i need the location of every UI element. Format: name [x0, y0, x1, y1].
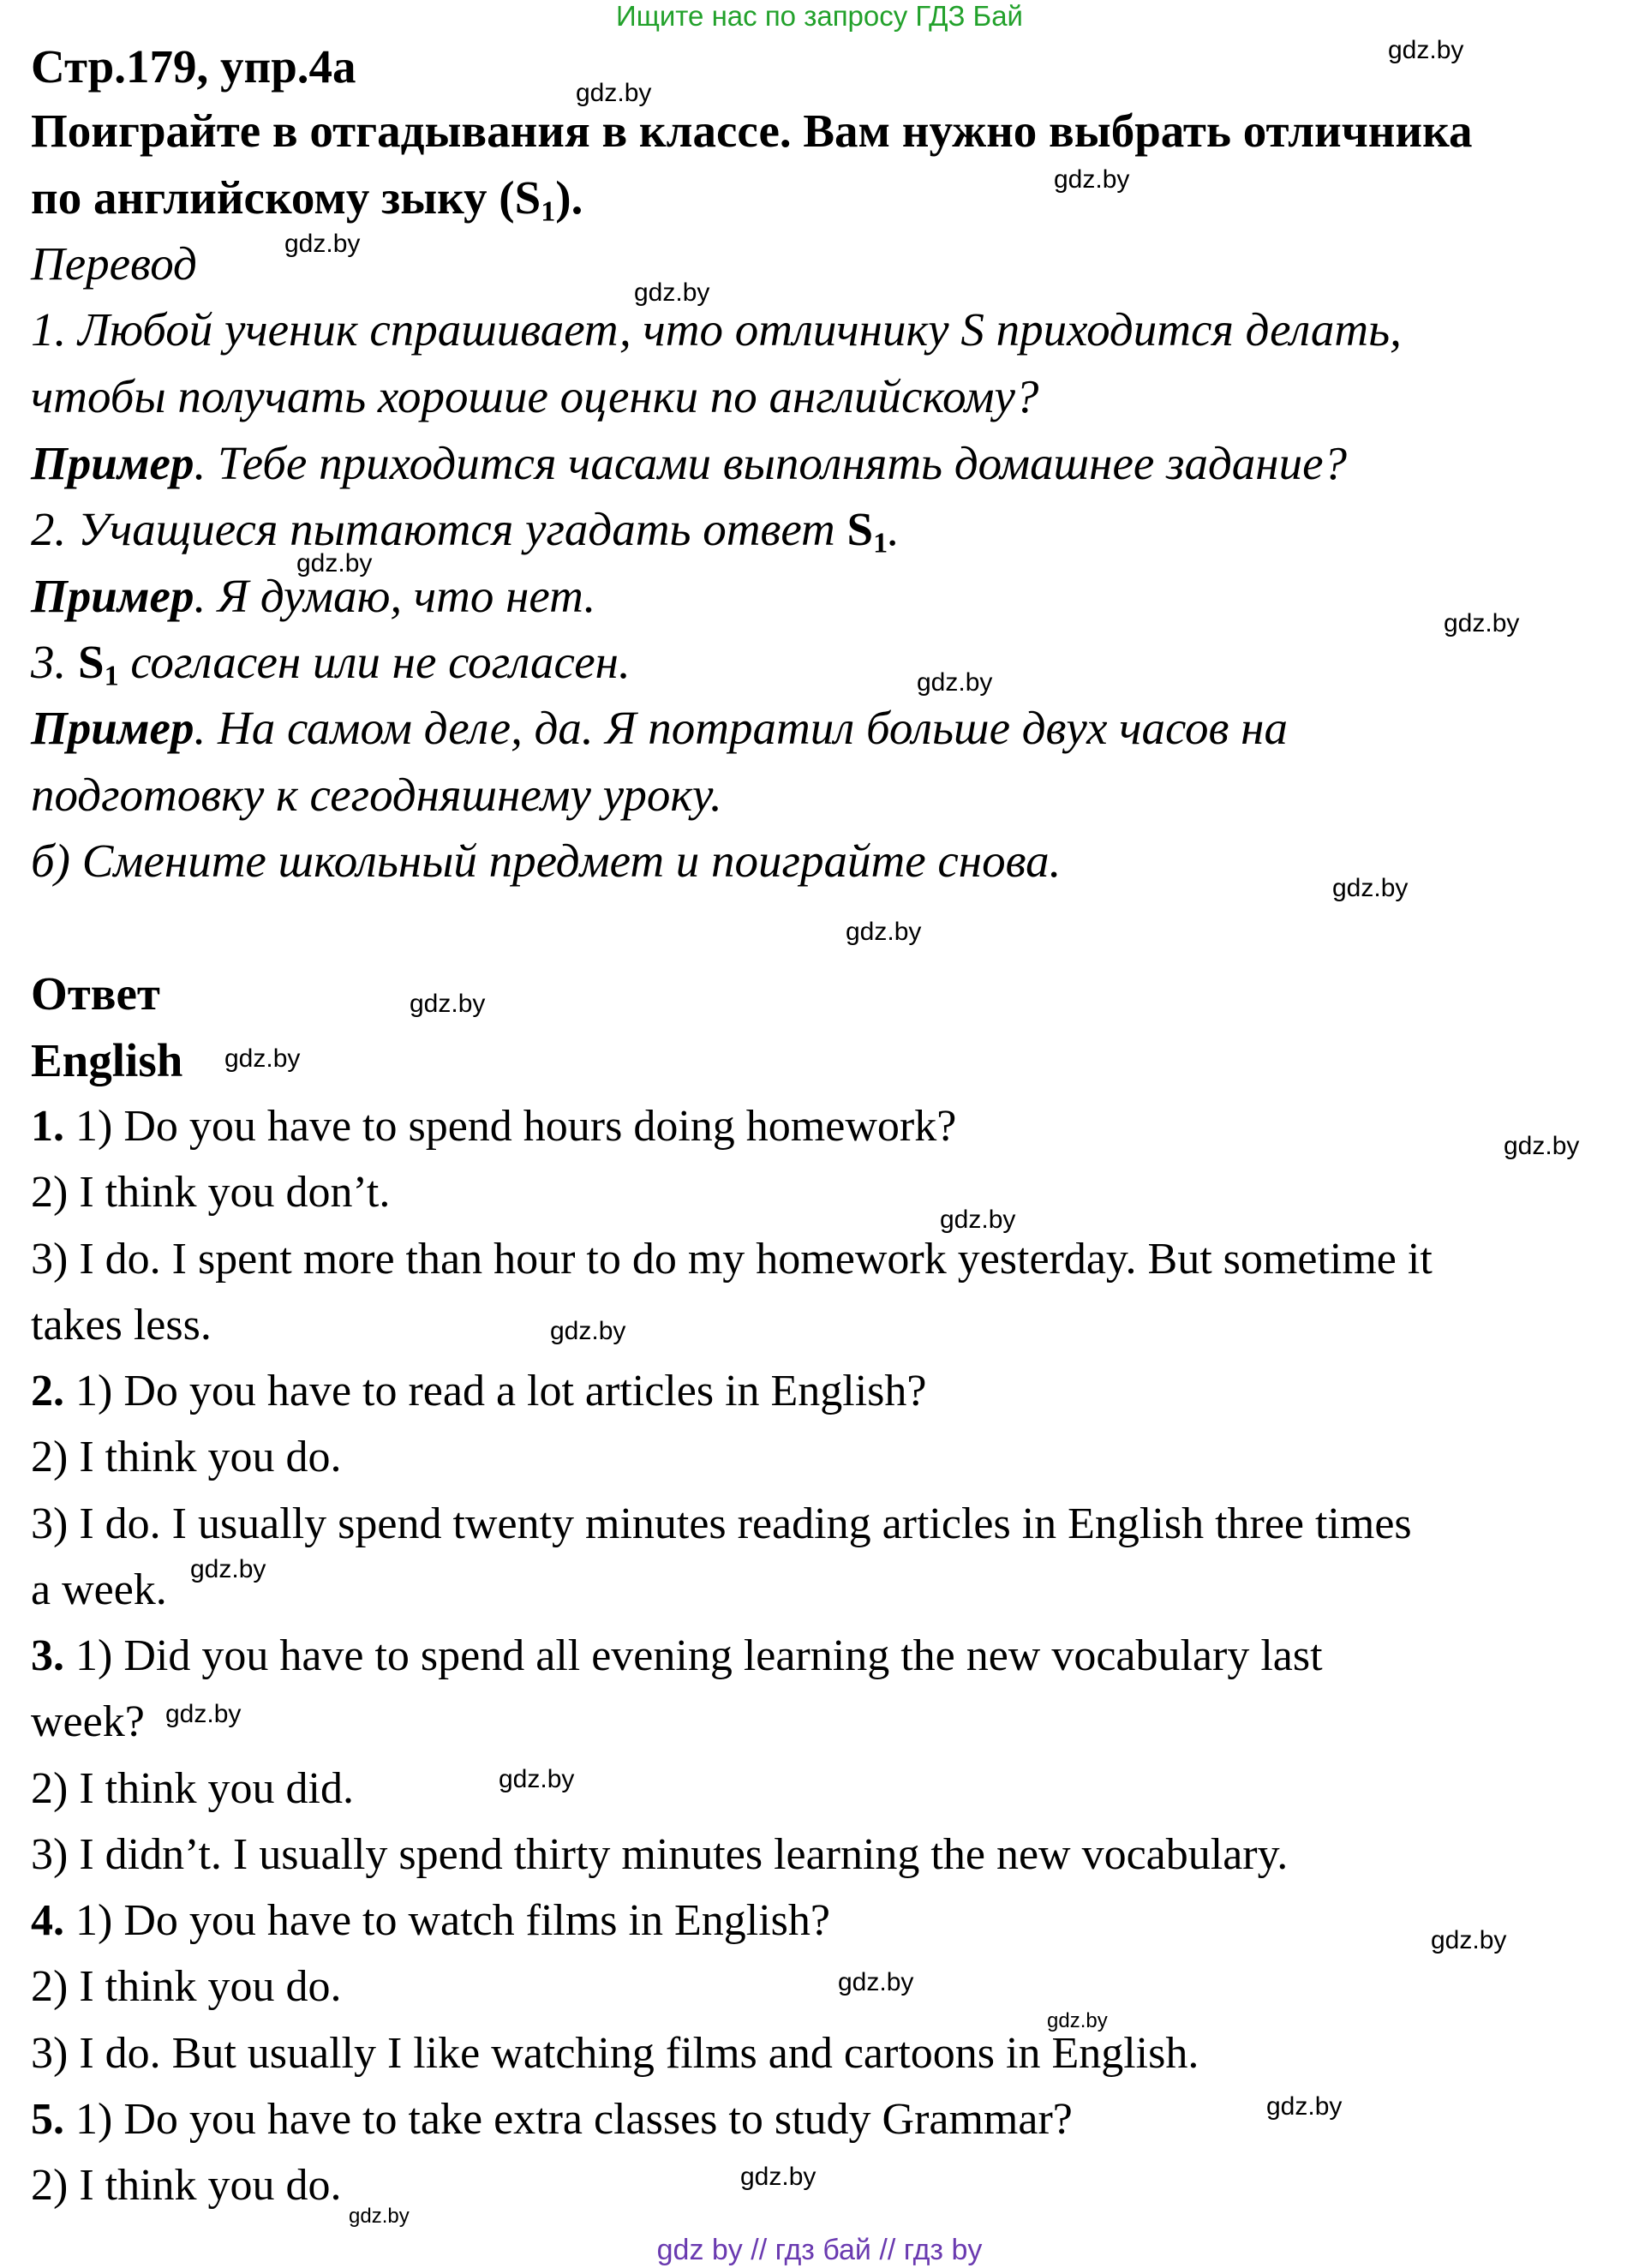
- translation-title: Перевод: [31, 237, 197, 290]
- answer-1-line-4: takes less.: [31, 1301, 212, 1349]
- example-2: Пример. Я думаю, что нет.: [31, 570, 596, 622]
- answer-2-line-1: 2. 1) Do you have to read a lot articles in English?: [31, 1367, 927, 1415]
- watermark: gdz.by: [284, 230, 361, 258]
- translation-line-3: 2. Учащиеся пытаются угадать ответ $S_1$.: [31, 503, 900, 560]
- watermark: gdz.by: [1504, 1132, 1580, 1160]
- watermark: gdz.by: [410, 990, 486, 1018]
- watermark: gdz.by: [499, 1765, 575, 1793]
- watermark: gdz.by: [917, 668, 993, 697]
- answer-1-line-3: 3) I do. I spent more than hour to do my homework yesterday. But sometime it: [31, 1235, 1433, 1284]
- watermark: gdz.by: [740, 2163, 817, 2191]
- translation-line-2: чтобы получать хорошие оценки по английскому?: [31, 370, 1039, 422]
- answer-4-line-3: 3) I do. But usually I like watching films and cartoons in English.: [31, 2029, 1199, 2078]
- example-3: Пример. На самом деле, да. Я потратил больше двух часов на: [31, 702, 1288, 754]
- watermark: gdz.by: [1332, 874, 1409, 902]
- watermark: gdz.by: [296, 549, 373, 577]
- answer-2-line-2: 2) I think you do.: [31, 1433, 342, 1481]
- page-ref: Стр.179, упр.4а: [31, 40, 356, 93]
- watermark: gdz.by: [190, 1555, 266, 1583]
- answer-3-line-4: 3) I didn’t. I usually spend thirty minutes learning the new vocabulary.: [31, 1830, 1289, 1879]
- answer-1-line-2: 2) I think you don’t.: [31, 1168, 391, 1217]
- answer-4-line-2: 2) I think you do.: [31, 1962, 342, 2011]
- translation-line-6: б) Смените школьный предмет и поиграйте снова.: [31, 835, 1062, 887]
- example-1: Пример. Тебе приходится часами выполнять домашнее задание?: [31, 437, 1348, 489]
- answer-3-line-2: week?: [31, 1697, 145, 1746]
- answer-4-line-1: 4. 1) Do you have to watch films in English?: [31, 1896, 830, 1945]
- translation-line-1: 1. Любой ученик спрашивает, что отличнику S приходится делать,: [31, 303, 1402, 356]
- answer-title: Ответ: [31, 967, 160, 1020]
- watermark: gdz.by: [838, 1968, 914, 1996]
- watermark: gdz.by: [1444, 609, 1520, 637]
- answer-3-line-3: 2) I think you did.: [31, 1764, 354, 1813]
- translation-line-4: 3. $S_1$ согласен или не согласен.: [31, 636, 631, 692]
- watermark: gdz.by: [846, 918, 922, 946]
- answer-3-line-1: 3. 1) Did you have to spend all evening learning the new vocabulary last: [31, 1631, 1323, 1680]
- watermark: gdz.by: [1047, 2009, 1108, 2032]
- watermark: gdz.by: [1388, 36, 1464, 64]
- watermark: gdz.by: [1054, 165, 1130, 194]
- answer-5-line-1: 5. 1) Do you have to take extra classes to study Grammar?: [31, 2095, 1073, 2144]
- task-line-2: по английскому зыку $(S_1)$.: [31, 171, 583, 228]
- watermark: gdz.by: [550, 1317, 626, 1345]
- answer-2-line-4: a week.: [31, 1565, 167, 1614]
- answer-language: English: [31, 1034, 183, 1086]
- translation-line-5: подготовку к сегодняшнему уроку.: [31, 769, 722, 821]
- top-banner: Ищите нас по запросу ГДЗ Бай: [616, 0, 1023, 32]
- answer-5-line-2: 2) I think you do.: [31, 2161, 342, 2210]
- watermark: gdz.by: [165, 1700, 242, 1728]
- watermark: gdz.by: [1431, 1926, 1507, 1954]
- watermark: gdz.by: [576, 79, 652, 107]
- watermark: gdz.by: [349, 2205, 410, 2228]
- watermark: gdz.by: [224, 1044, 301, 1073]
- answer-2-line-3: 3) I do. I usually spend twenty minutes reading articles in English three times: [31, 1499, 1412, 1548]
- footer-links: gdz by // гдз бай // гдз by: [656, 2234, 983, 2266]
- watermark: gdz.by: [634, 278, 710, 307]
- task-line-1: Поиграйте в отгадывания в классе. Вам нужно выбрать отличника: [31, 105, 1473, 157]
- answer-1-line-1: 1. 1) Do you have to spend hours doing homework?: [31, 1102, 957, 1151]
- watermark: gdz.by: [1266, 2092, 1343, 2121]
- watermark: gdz.by: [940, 1206, 1016, 1234]
